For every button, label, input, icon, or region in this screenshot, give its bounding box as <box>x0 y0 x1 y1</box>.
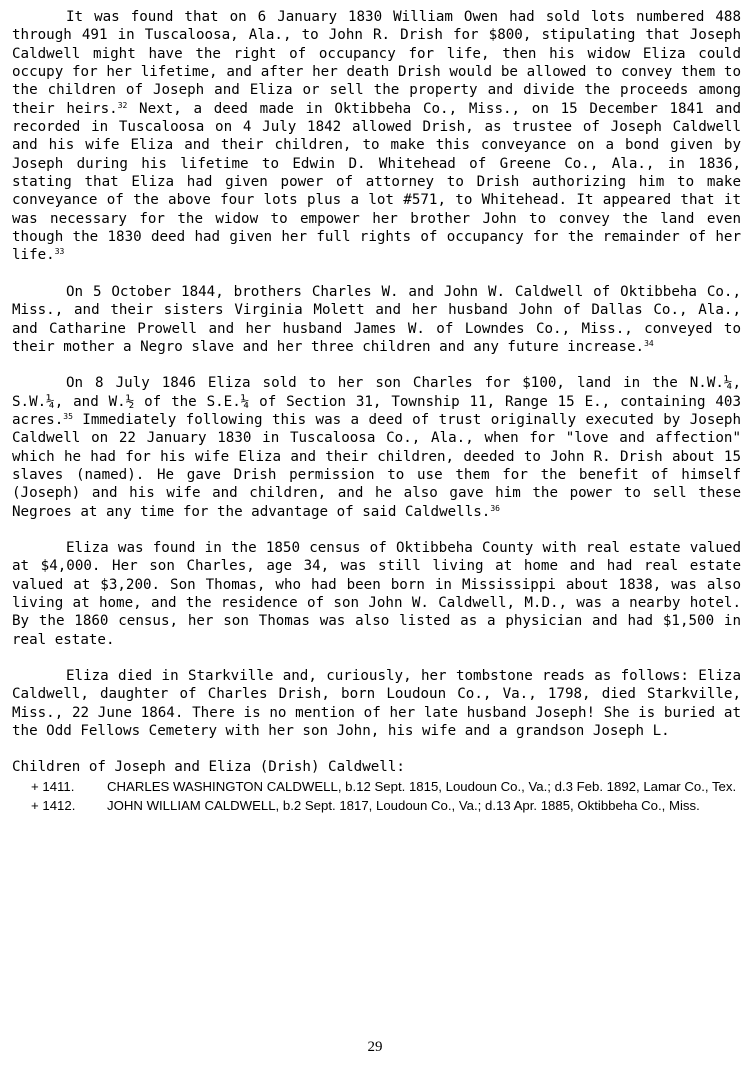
child-entry-1412 <box>12 796 741 815</box>
children-heading: Children of Joseph and Eliza (Drish) Caldwell: <box>12 759 405 776</box>
page-body <box>12 8 741 815</box>
footnote-marker: 34 <box>644 338 654 348</box>
paragraph-census <box>12 539 741 649</box>
page-number: 29 <box>367 1039 383 1055</box>
child-number: + 1411. <box>31 778 75 794</box>
child-details: JOHN WILLIAM CALDWELL, b.2 Sept. 1817, Loudoun Co., Va.; d.13 Apr. 1885, Oktibbeha Co., Miss. <box>107 797 700 813</box>
child-details: CHARLES WASHINGTON CALDWELL, b.12 Sept. 1815, Loudoun Co., Va.; d.3 Feb. 1892, Lamar Co., Tex. <box>107 778 737 794</box>
child-entry-1411 <box>12 777 741 796</box>
paragraph-text-continued: Immediately following this was a deed of trust originally executed by Joseph Caldwell on 22 January 1830 in Tuscaloosa Co., Ala., when for "love and affection" which he had for his wife Eliza and their children, deeded to John R. Drish about 15 slaves (named). He gave Drish permission to use them for the benefit of himself (Joseph) and his wife and children, and he also gave him the power to sell these Negroes at any time for the advantage of said Caldwells. <box>12 411 741 520</box>
footnote-marker: 32 <box>117 100 128 110</box>
child-number: + 1412. <box>31 797 76 813</box>
paragraph-drish-deed <box>12 8 741 265</box>
paragraph-text-continued: Next, a deed made in Oktibbeha Co., Miss., on 15 December 1841 and recorded in Tuscaloosa on 4 July 1842 allowed Drish, as trustee of Joseph Caldwell and his wife Eliza and their children, to make this conveyance on a bond given by Joseph during his lifetime to Edwin D. Whitehead of Greene Co., Ala., in 1836, stating that Eliza had given power of attorney to Drish authorizing him to make conveyance of the above four lots plus a lot #571, to Whitehead. It appeared that it was necessary for the widow to empower her brother John to convey the land even though the 1830 deed had given her full rights of occupancy for the remainder of her life. <box>12 100 741 264</box>
paragraph-text: Eliza was found in the 1850 census of Oktibbeha County with real estate valued at $4,000. Her son Charles, age 34, was still living at home and had real estate valued at $3,200. Son Thomas, who had been born in Mississippi about 1838, was also living at home, and the residence of son John W. Caldwell, M.D., was a nearby hotel. By the 1860 census, her son Thomas was also listed as a physician and had $1,500 in real estate. <box>12 539 741 648</box>
paragraph-slave-conveyance <box>12 283 741 356</box>
paragraph-text: On 8 July 1846 Eliza sold to her son Charles for $100, land in the N.W.¼, S.W.¼, and W.½ of the S.E.¼ of Section 31, Township 11, Range 15 E., containing 403 acres. <box>12 375 741 428</box>
paragraph-tombstone <box>12 667 741 740</box>
footnote-marker: 36 <box>490 503 500 513</box>
footnote-marker: 33 <box>54 247 65 257</box>
paragraph-text: Eliza died in Starkville and, curiously, her tombstone reads as follows: Eliza Caldwell, daughter of Charles Drish, born Loudoun Co., Va., 1798, died Starkville, Miss., 22 June 1864. There is no mention of her late husband Joseph! She is buried at the Odd Fellows Cemetery with her son John, his wife and a grandson Joseph L. <box>12 668 741 740</box>
paragraph-text: It was found that on 6 January 1830 William Owen had sold lots numbered 488 through 491 in Tuscaloosa, Ala., to John R. Drish for $800, stipulating that Joseph Caldwell might have the right of occupancy for life, then his widow Eliza could occupy for her lifetime, and after her death Drish would be allowed to convey them to the children of Joseph and Eliza or sell the property and divide the proceeds among their heirs. <box>12 9 741 117</box>
paragraph-text: On 5 October 1844, brothers Charles W. and John W. Caldwell of Oktibbeha Co., Miss., and their sisters Virginia Molett and her husband John of Dallas Co., Ala., and Catharine Prowell and her husband James W. of Lowndes Co., Miss., conveyed to their mother a Negro slave and her three children and any future increase. <box>12 283 741 355</box>
footnote-marker: 35 <box>63 411 73 421</box>
paragraph-land-sale <box>12 374 741 521</box>
